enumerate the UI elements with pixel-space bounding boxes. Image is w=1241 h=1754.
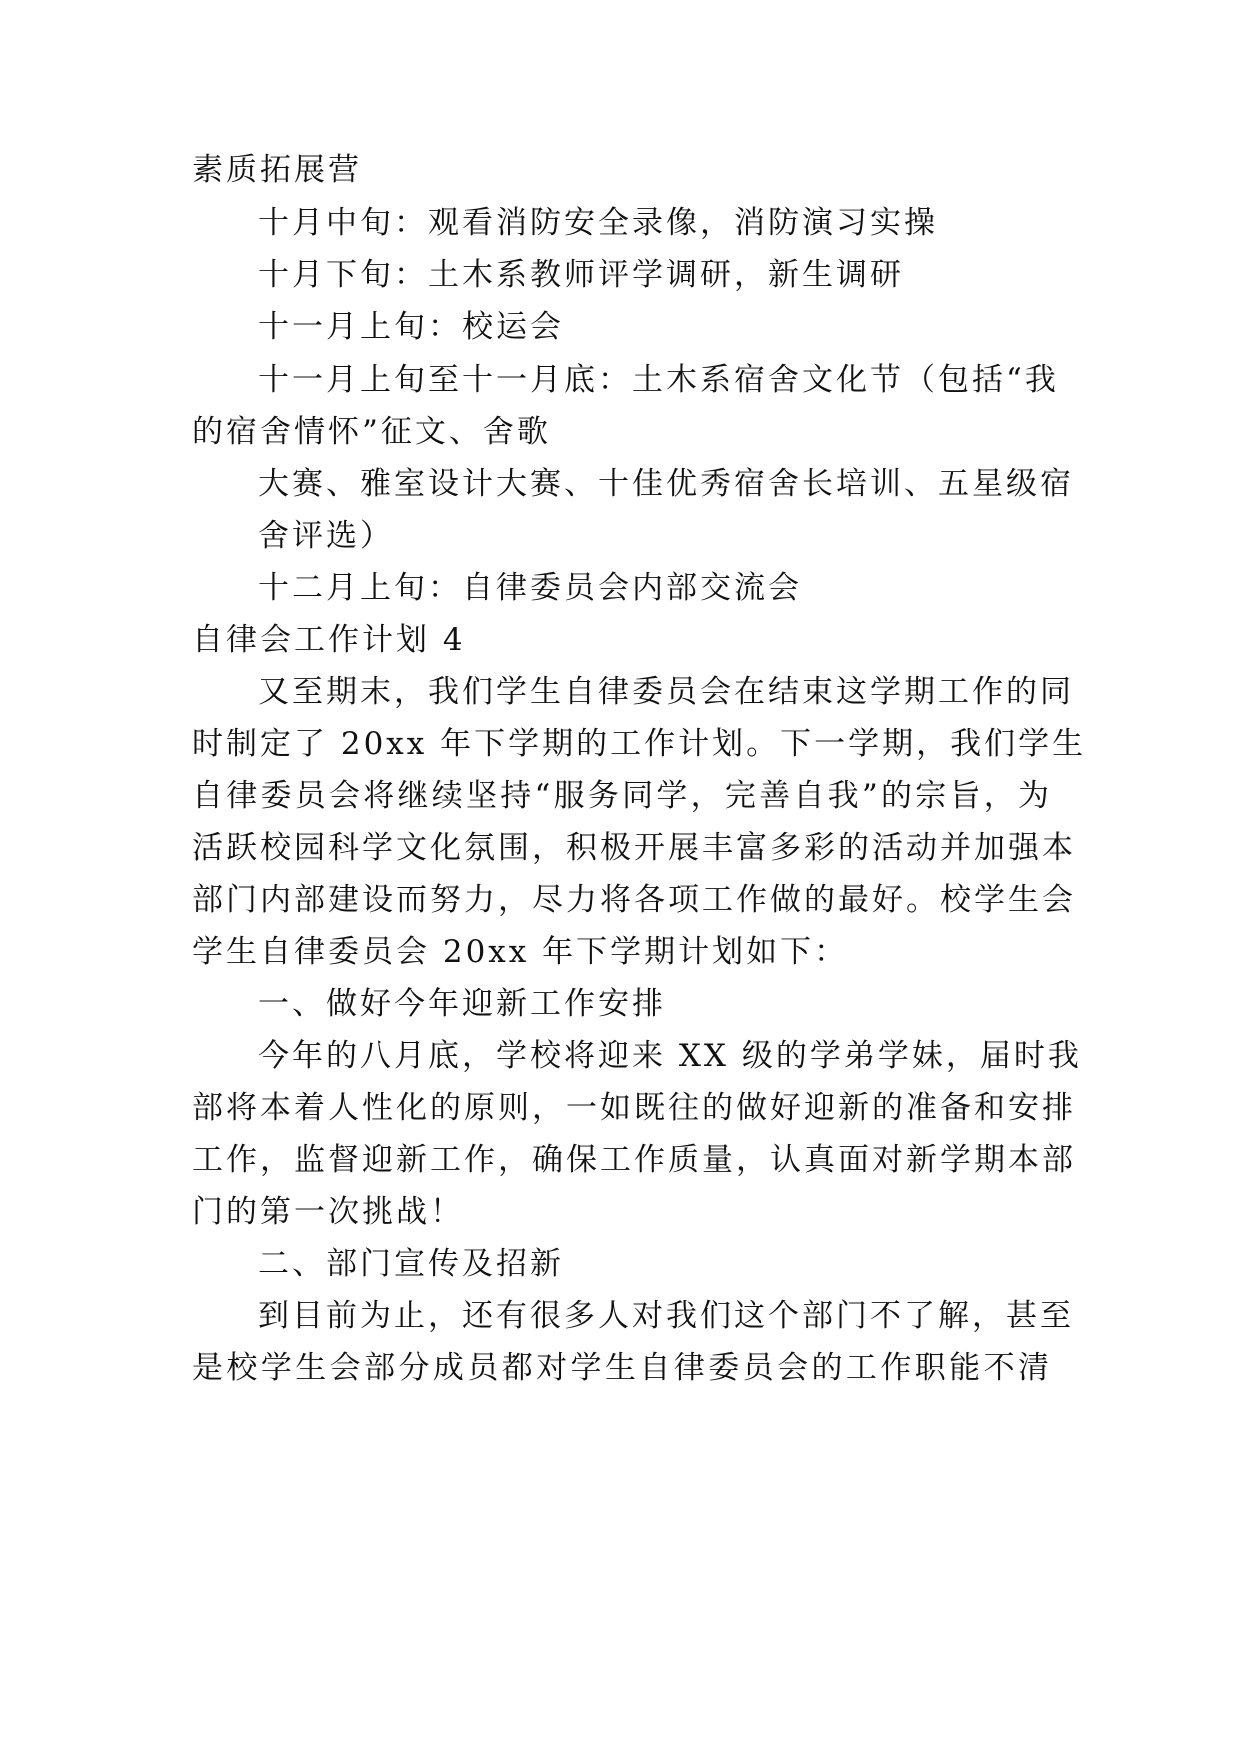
text-line: 活跃校园科学文化氛围，积极开展丰富多彩的活动并加强本 [192,830,1076,866]
text-line: 十月中旬：观看消防安全录像，消防演习实操 [258,205,938,241]
text-line: 门的第一次挑战！ [192,1194,464,1230]
text-line: 十一月上旬至十一月底：土木系宿舍文化节（包括“我 [258,362,1059,398]
subheading: 一、做好今年迎新工作安排 [258,986,666,1022]
text-line: 到目前为止，还有很多人对我们这个部门不了解，甚至 [258,1298,1074,1334]
text-line: 时制定了 20xx 年下学期的工作计划。下一学期，我们学生 [192,726,1087,762]
text-line: 大赛、雅室设计大赛、十佳优秀宿舍长培训、五星级宿 [258,466,1074,502]
text-line: 部将本着人性化的原则，一如既往的做好迎新的准备和安排 [192,1090,1076,1126]
text-line: 是校学生会部分成员都对学生自律委员会的工作职能不清 [192,1350,1052,1386]
text-line: 部门内部建设而努力，尽力将各项工作做的最好。校学生会 [192,882,1076,918]
section-heading: 自律会工作计划 4 [192,622,466,658]
text-line: 十月下旬：土木系教师评学调研，新生调研 [258,257,904,293]
text-line: 又至期末，我们学生自律委员会在结束这学期工作的同 [258,674,1074,710]
text-line: 的宿舍情怀”征文、舍歌 [192,414,551,450]
text-line: 工作，监督迎新工作，确保工作质量，认真面对新学期本部 [192,1142,1076,1178]
text-line: 十一月上旬：校运会 [258,309,564,345]
text-line: 学生自律委员会 20xx 年下学期计划如下： [192,934,849,970]
text-line: 今年的八月底，学校将迎来 XX 级的学弟学妹，届时我 [258,1038,1082,1074]
text-line: 自律委员会将继续坚持“服务同学，完善自我”的宗旨，为 [192,778,1052,814]
text-line: 十二月上旬：自律委员会内部交流会 [258,570,802,606]
text-line: 舍评选） [258,518,394,554]
text-line: 素质拓展营 [192,152,362,188]
subheading: 二、部门宣传及招新 [258,1246,564,1282]
